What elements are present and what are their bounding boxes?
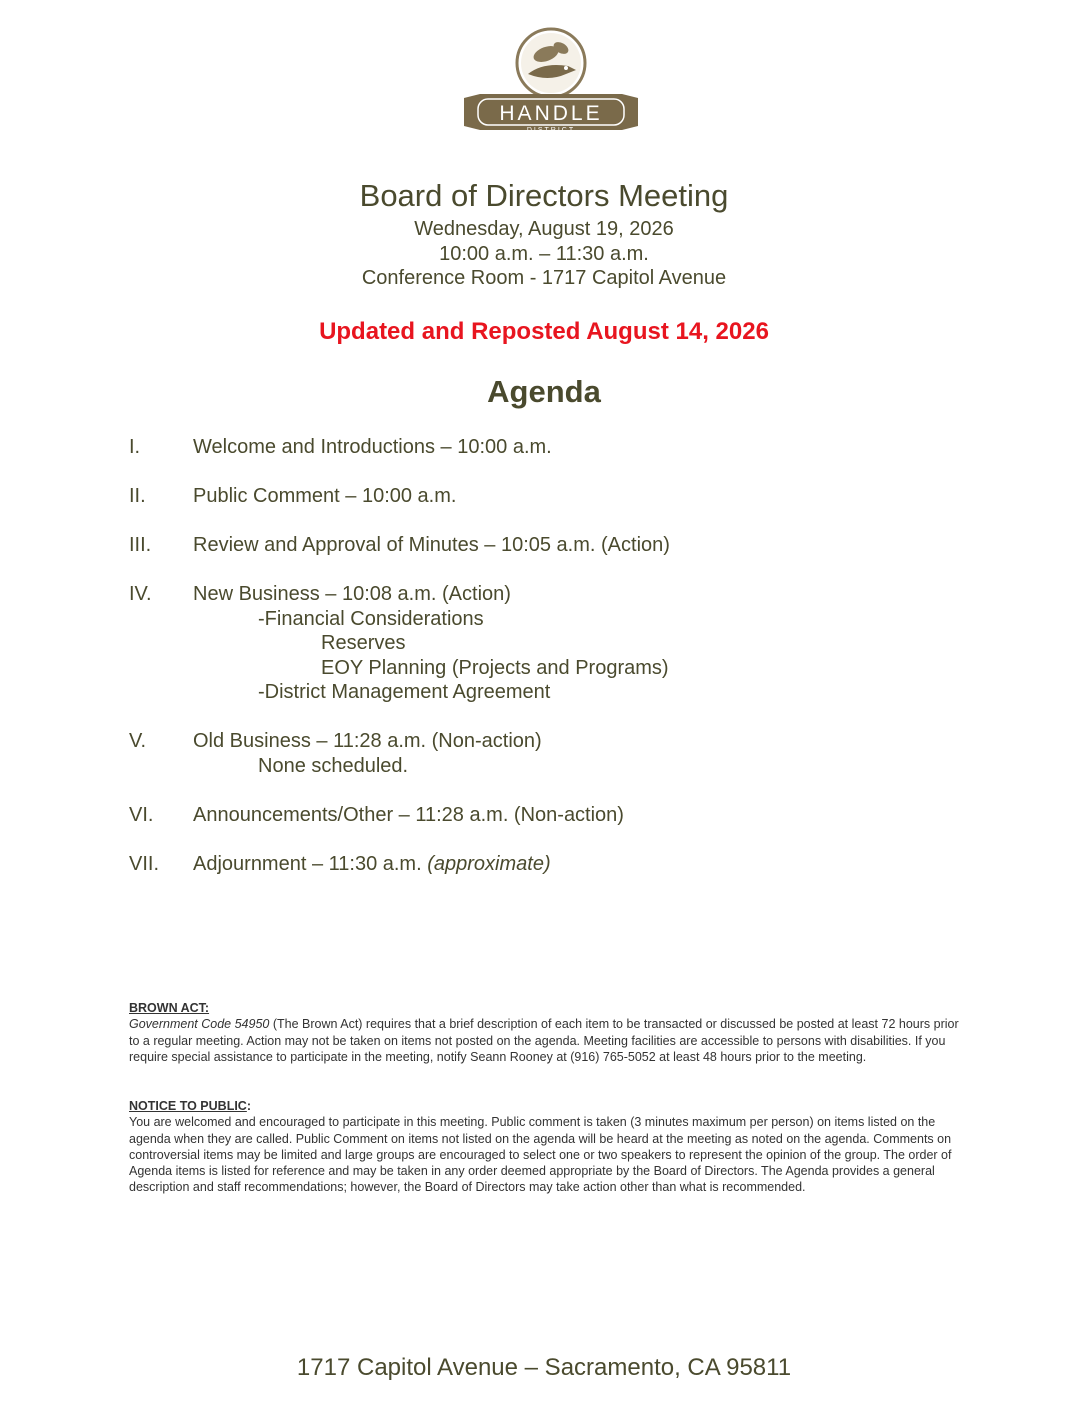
item-number: IV. [129, 583, 152, 605]
brown-act-heading: BROWN ACT: [129, 1001, 210, 1015]
item-number: VI. [129, 804, 154, 826]
brown-act-body [129, 1016, 964, 1065]
item-text-main: Adjournment – 11:30 a.m. [193, 853, 428, 875]
item-number: VII. [129, 853, 160, 875]
meeting-time: 10:00 a.m. – 11:30 a.m. [439, 243, 649, 265]
logo-subtitle: DISTRICT [526, 127, 576, 134]
meeting-location: Conference Room - 1717 Capitol Avenue [361, 267, 727, 289]
public-notice-heading-line [129, 1098, 964, 1114]
public-notice-colon: : [246, 1099, 252, 1113]
footer-address: 1717 Capitol Avenue – Sacramento, CA 95811 [296, 1354, 792, 1381]
sub-item: None scheduled. [258, 755, 409, 777]
government-code: Government Code 54950 [129, 1017, 270, 1032]
brown-act-notice [129, 1000, 964, 1065]
item-text: Old Business – 11:28 a.m. (Non-action) [193, 730, 542, 752]
sub-item: Reserves [321, 632, 406, 654]
handle-district-logo [458, 26, 644, 142]
item-number: I. [129, 436, 141, 458]
item-number: V. [129, 730, 147, 752]
item-number: III. [129, 534, 152, 556]
agenda-heading: Agenda [487, 374, 601, 409]
item-text: New Business – 10:08 a.m. (Action) [193, 583, 511, 605]
item-text: Welcome and Introductions – 10:00 a.m. [193, 436, 552, 458]
item-text-italic: (approximate) [427, 853, 551, 875]
item-text: Announcements/Other – 11:28 a.m. (Non-action) [193, 804, 624, 826]
public-notice [129, 1098, 964, 1196]
sub-item: -Financial Considerations [258, 608, 484, 630]
meeting-date: Wednesday, August 19, 2026 [414, 218, 674, 240]
item-text: Review and Approval of Minutes – 10:05 a.m. (Action) [193, 534, 670, 556]
public-notice-body: You are welcomed and encouraged to participate in this meeting. Public comment is taken (3 minutes maximum per person) on items listed on the agenda when they are called. Public Comment on items not listed on the agenda will be heard at the meeting as noted on the agenda. Comments on controversial items may be limited and large groups are encouraged to select one or two speakers to represent the opinion of the group. The order of Agenda items is listed for reference and may be taken in any order deemed appropriate by the Board of Directors. The Agenda provides a general description and staff recommendations; however, the Board of Directors may take action other than what is recommended. [129, 1115, 952, 1195]
logo-name: HANDLE [499, 102, 603, 125]
item-number: II. [129, 485, 146, 507]
updated-notice: Updated and Reposted August 14, 2026 [319, 318, 769, 345]
meeting-title: Board of Directors Meeting [359, 178, 729, 213]
item-text: Public Comment – 10:00 a.m. [193, 485, 457, 507]
item-text [193, 853, 551, 876]
sub-item: -District Management Agreement [258, 681, 551, 703]
public-notice-heading: NOTICE TO PUBLIC [129, 1099, 247, 1113]
brown-act-text: (The Brown Act) requires that a brief description of each item to be transacted or discussed be posted at least 72 hours prior to a regular meeting. Action may not be taken on items not posted on the agenda. Meeting facilities are accessible to persons with disabilities. If you require special assistance to participate in the meeting, notify Seann Rooney at (916) 765-5052 at least 48 hours prior to the meeting. [129, 1017, 959, 1064]
sub-item: EOY Planning (Projects and Programs) [321, 657, 669, 679]
